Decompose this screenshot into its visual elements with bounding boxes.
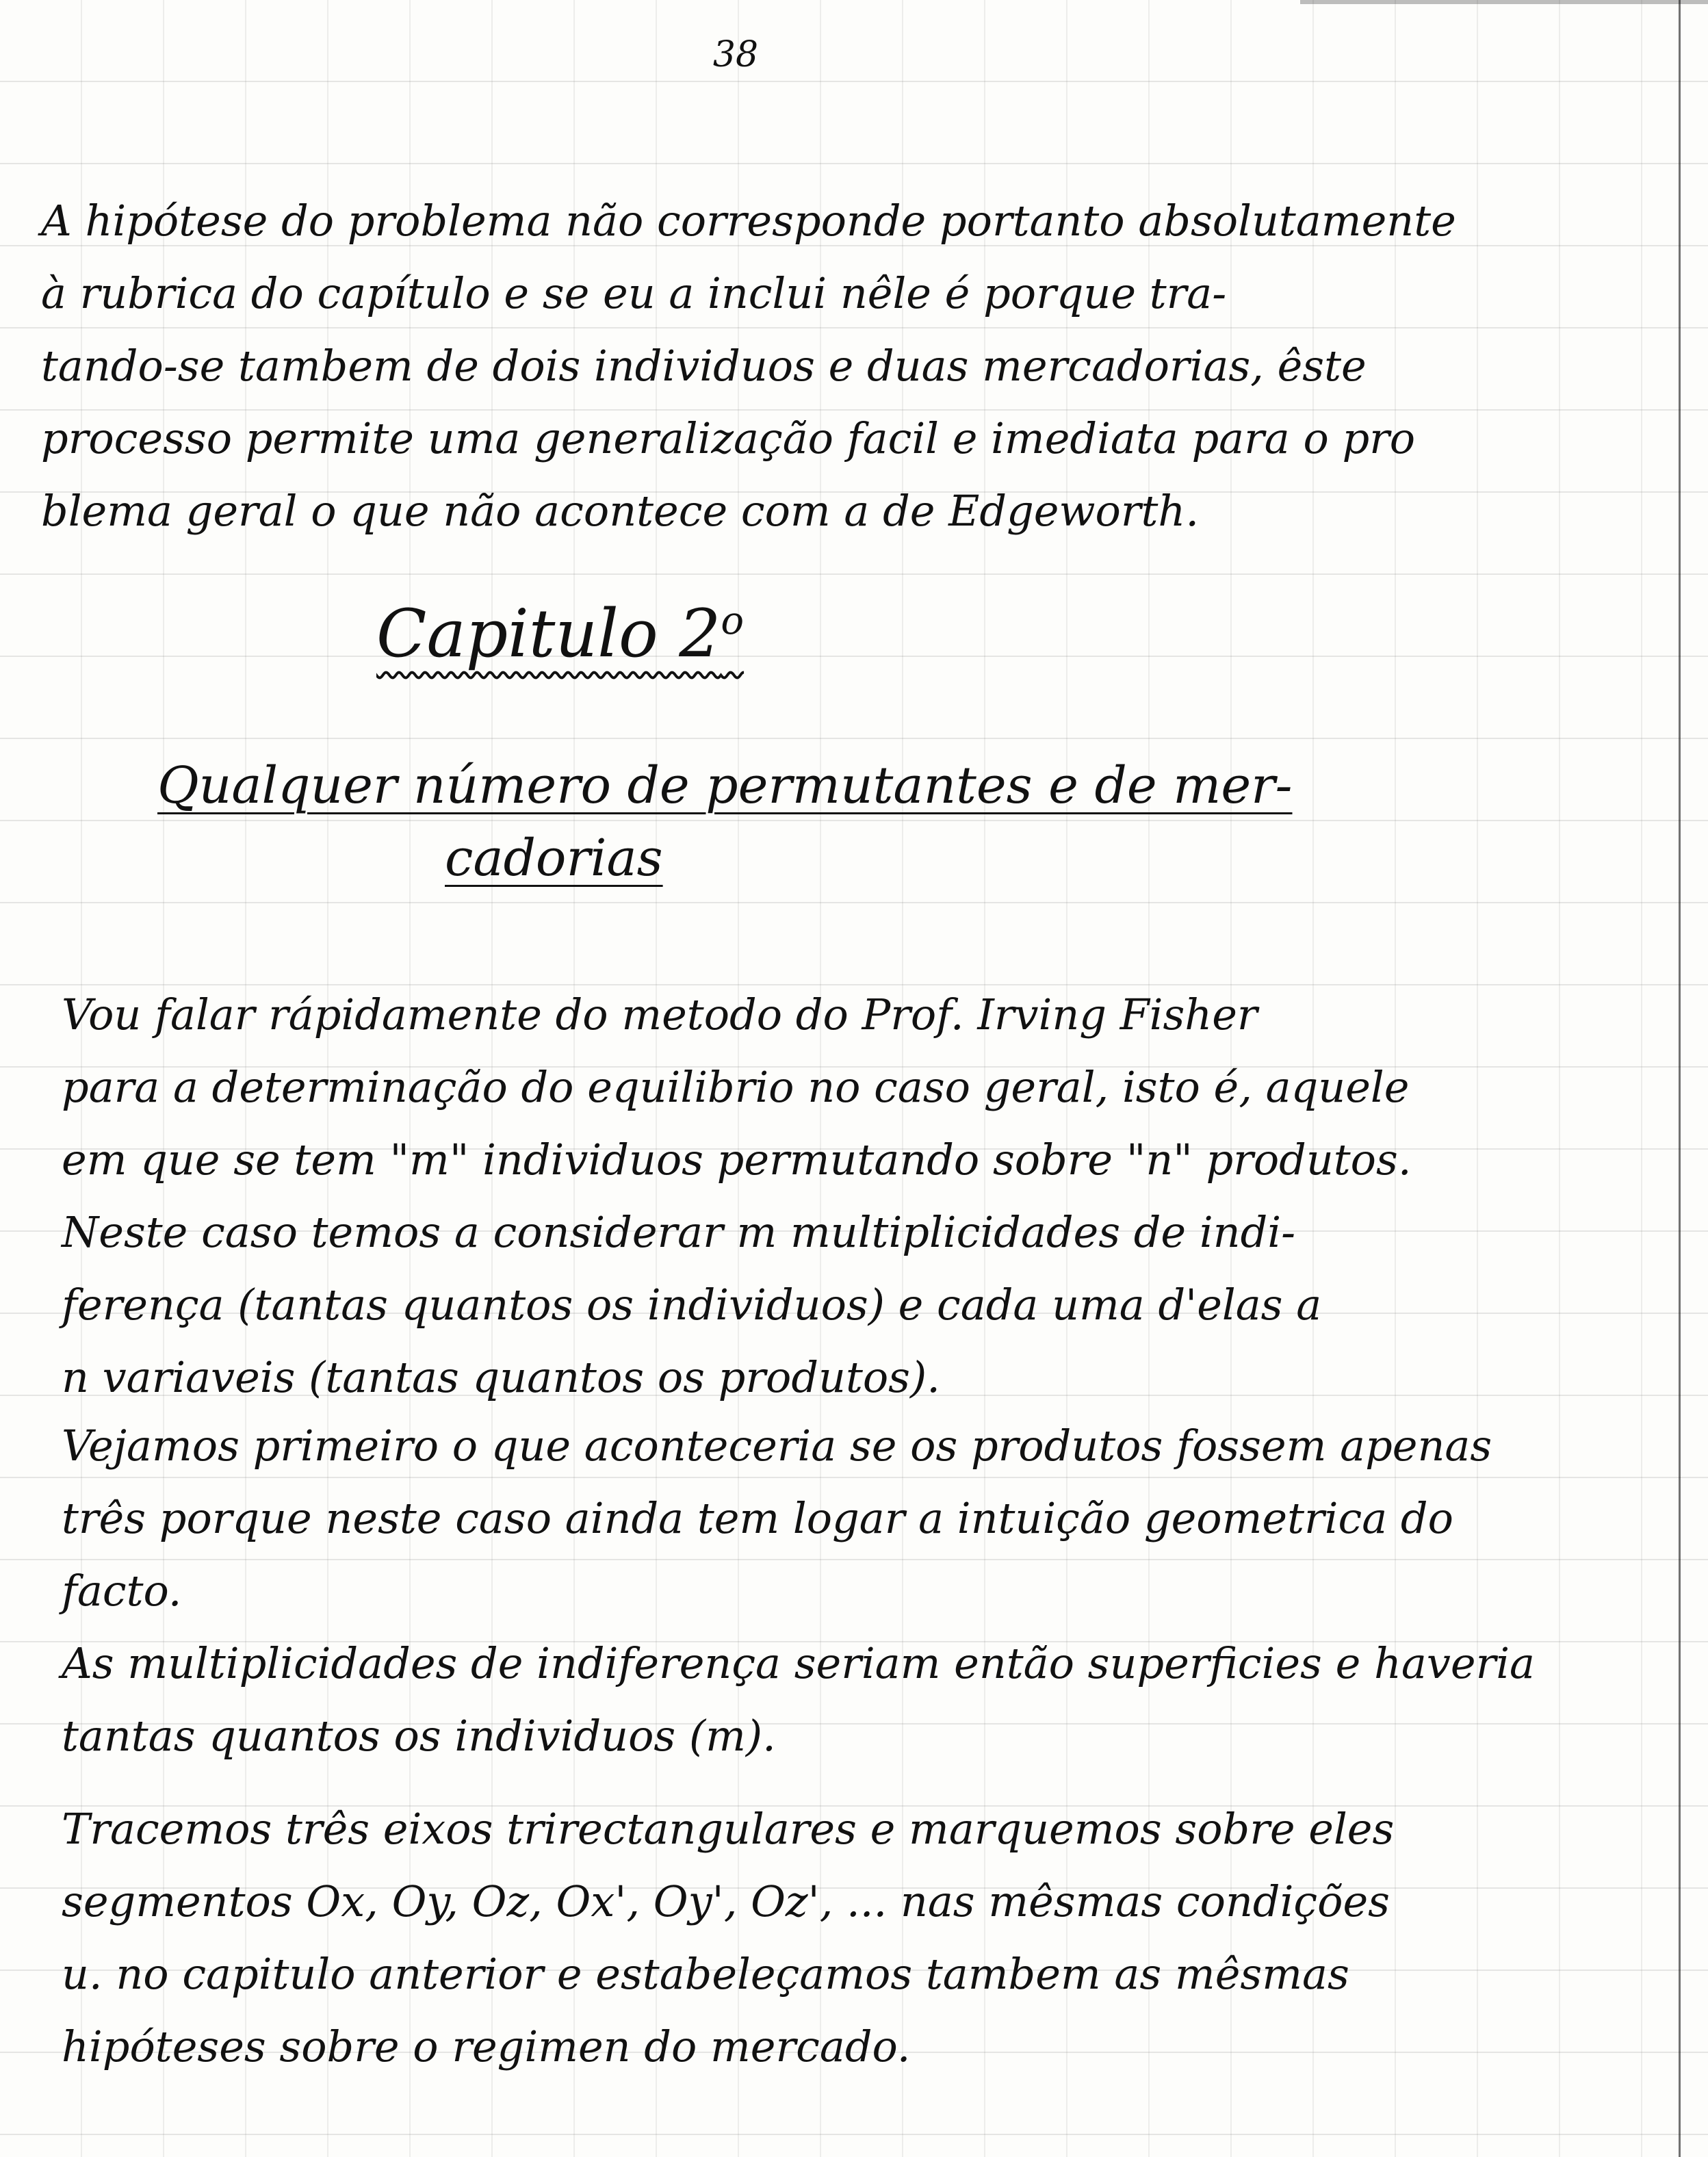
text-line: blema geral o que não acontece com a de Edgeworth.	[41, 486, 1200, 536]
text-line: tantas quantos os individuos (m).	[62, 1711, 776, 1761]
text-line: ferença (tantas quantos os individuos) e cada uma d'elas a	[62, 1280, 1322, 1330]
text-line: processo permite uma generalização facil e imediata para o pro	[41, 413, 1416, 463]
text-line: em que se tem "m" individuos permutando sobre "n" produtos.	[62, 1135, 1412, 1185]
page-number: 38	[712, 34, 759, 75]
text-line: Neste caso temos a considerar m multiplicidades de indi-	[62, 1207, 1296, 1257]
text-line: tando-se tambem de dois individuos e duas mercadorias, êste	[41, 341, 1367, 391]
text-line: segmentos Ox, Oy, Oz, Ox', Oy', Oz', ... nas mêsmas condições	[62, 1876, 1390, 1926]
text-line: hipóteses sobre o regimen do mercado.	[62, 2022, 911, 2071]
text-line: As multiplicidades de indiferença seriam então superficies e haveria	[62, 1638, 1536, 1688]
text-line: Vejamos primeiro o que aconteceria se os produtos fossem apenas	[62, 1421, 1492, 1471]
text-line: Tracemos três eixos trirectangulares e marquemos sobre eles	[62, 1804, 1395, 1854]
text-line: A hipótese do problema não corresponde portanto absolutamente	[41, 196, 1456, 246]
chapter-ordinal-mark: o	[721, 599, 745, 643]
section-title-text-1: Qualquer número de permutantes e de mer-	[157, 756, 1293, 815]
section-title-line-2	[157, 822, 1293, 894]
text-line: facto.	[62, 1566, 182, 1616]
text-line: n variaveis (tantas quantos os produtos).	[62, 1352, 940, 1402]
intro-paragraph	[41, 185, 1677, 547]
paragraph-1	[62, 979, 1697, 1414]
paragraph-2	[62, 1410, 1697, 1772]
text-line: para a determinação do equilibrio no caso geral, isto é, aquele	[62, 1062, 1410, 1112]
paper-edge-rule	[1300, 0, 1708, 4]
section-title-text-2: cadorias	[445, 829, 663, 888]
section-title	[157, 749, 1293, 894]
text-line: u. no capitulo anterior e estabeleçamos tambem as mêsmas	[62, 1949, 1349, 1999]
chapter-title-text: Capitulo 2	[376, 595, 721, 672]
text-line: Vou falar rápidamente do metodo do Prof. Irving Fisher	[62, 990, 1258, 1039]
paragraph-3	[62, 1793, 1697, 2083]
chapter-title	[376, 595, 744, 672]
text-line: à rubrica do capítulo e se eu a inclui nêle é porque tra-	[41, 268, 1227, 318]
section-title-line-1	[157, 749, 1293, 822]
text-line: três porque neste caso ainda tem logar a intuição geometrica do	[62, 1493, 1453, 1543]
